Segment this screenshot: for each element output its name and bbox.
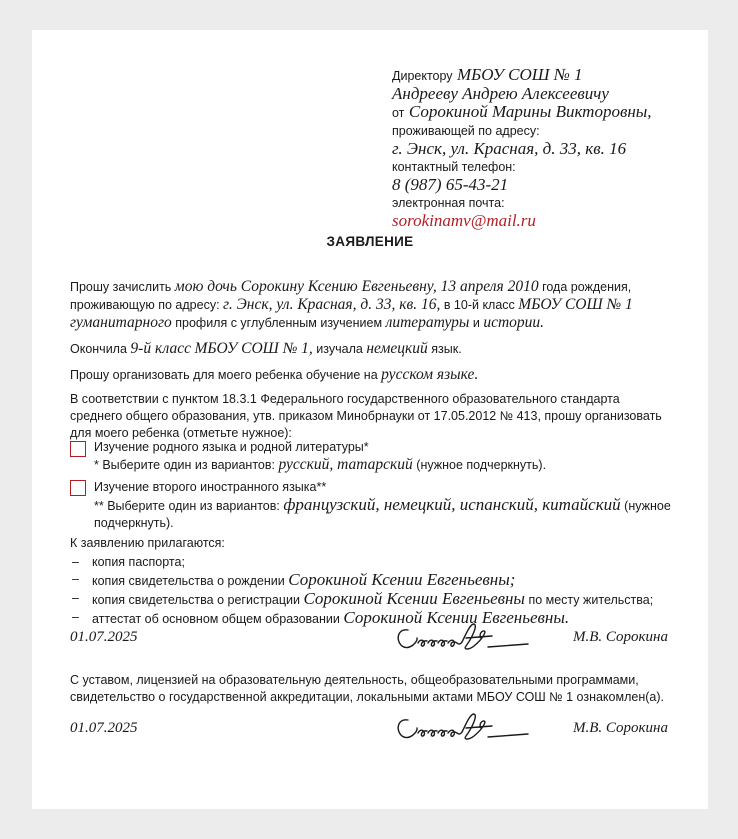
phone-value: 8 (987) 65-43-21 [392, 175, 509, 194]
applicant-address: г. Энск, ул. Красная, д. 33, кв. 16 [392, 139, 627, 158]
director-name: Андрееву Андрею Алексеевичу [392, 84, 609, 103]
phone-label: контактный телефон: [392, 160, 516, 174]
p1-text-2: года рождения, проживающую по адресу: [70, 280, 632, 312]
p1-subject-2: истории. [483, 314, 545, 331]
second-foreign-language-label: Изучение второго иностранного языка** [94, 480, 327, 494]
second-foreign-language-note [94, 496, 674, 532]
signatory-name-2: М.В. Сорокина [573, 720, 668, 736]
option1-note-suffix: (нужное подчеркнуть). [416, 458, 547, 472]
attachments-section [70, 535, 680, 628]
attachment-4-name: Сорокиной Ксении Евгеньевны. [343, 608, 570, 627]
application-page [32, 30, 708, 809]
attachment-2-name: Сорокиной Ксении Евгеньевны; [288, 570, 516, 589]
list-item [70, 609, 680, 628]
residing-label: проживающей по адресу: [392, 124, 540, 138]
from-label: от [392, 106, 405, 120]
attachment-2-text: копия свидетельства о рождении [92, 574, 285, 588]
standard-reference-paragraph: В соответствии с пунктом 18.3.1 Федерального государственного образовательного стандарта среднего общего образования, утв. приказом Минобрнауки от 17.05.2012 № 413, прошу организовать для моего ребенка (отметьте нужное): [70, 392, 662, 440]
language-of-instruction-paragraph [70, 366, 672, 384]
signature-1-icon [392, 616, 532, 656]
p1-text-5: и [472, 316, 480, 330]
previous-education-paragraph [70, 340, 672, 358]
native-language-note [94, 456, 674, 474]
native-language-option [94, 439, 674, 474]
p2-text-2: изучала [316, 342, 363, 356]
p1-school: МБОУ СОШ № 1 гуманитарного [70, 296, 633, 331]
list-item [70, 554, 680, 571]
signature-date-2: 01.07.2025 [70, 720, 138, 736]
enrollment-request-paragraph [70, 278, 672, 332]
p2-language: немецкий [366, 340, 428, 357]
p2-text-1: Окончила [70, 342, 127, 356]
p1-subject-1: литературы [385, 314, 470, 331]
applicant-name: Сорокиной Марины Викторовны, [408, 102, 652, 121]
attachment-3-text: копия свидетельства о регистрации [92, 593, 300, 607]
p1-address: г. Энск, ул. Красная, д. 33, кв. 16, [223, 296, 441, 313]
p1-text-3: в 10-й класс [443, 298, 515, 312]
document-title: ЗАЯВЛЕНИЕ [326, 234, 414, 249]
native-language-label: Изучение родного языка и родной литературы* [94, 440, 369, 454]
signature-date-1: 01.07.2025 [70, 629, 138, 645]
email-label: электронная почта: [392, 196, 505, 210]
p2-school: МБОУ СОШ № 1, [194, 340, 313, 357]
second-foreign-language-option [94, 479, 674, 532]
attachment-1: копия паспорта; [92, 555, 185, 569]
option2-note-text: ** Выберите один из вариантов: [94, 499, 280, 513]
school-name: МБОУ СОШ № 1 [457, 65, 583, 84]
option2-choices: французский, немецкий, испанский, китайский [283, 495, 621, 514]
p1-text-4: профиля с углубленным изучением [175, 316, 383, 330]
attachment-4-text: аттестат об основном общем образовании [92, 612, 340, 626]
signatory-name-1: М.В. Сорокина [573, 629, 668, 645]
p3-language: русском языке. [381, 366, 479, 383]
native-language-checkbox[interactable] [70, 441, 86, 457]
acknowledgement-paragraph: С уставом, лицензией на образовательную деятельность, общеобразовательными программами, свидетельство о государственной аккредитации, локальными актами МБОУ СОШ № 1 ознакомлен(а). [70, 673, 664, 704]
option1-choices: русский, татарский [278, 456, 413, 473]
attachments-list [70, 554, 680, 628]
attachment-3-suffix: по месту жительства; [528, 593, 654, 607]
list-item [70, 590, 680, 609]
addressee-block [392, 66, 702, 230]
attachment-3-name: Сорокиной Ксении Евгеньевны [303, 589, 525, 608]
p2-grade: 9-й класс [130, 340, 191, 357]
option1-note-text: * Выберите один из вариантов: [94, 458, 275, 472]
option2-note-suffix: (нужное подчеркнуть). [94, 499, 671, 530]
email-value[interactable]: sorokinamv@mail.ru [392, 211, 536, 230]
p1-student: мою дочь Сорокину Ксению Евгеньевну, 13 апреля 2010 [174, 278, 539, 295]
signature-2-icon [392, 706, 532, 746]
to-label: Директору [392, 69, 453, 83]
second-foreign-language-checkbox[interactable] [70, 480, 86, 496]
attachments-heading: К заявлению прилагаются: [70, 536, 225, 550]
list-item [70, 571, 680, 590]
p2-text-3: язык. [431, 342, 462, 356]
p1-text-1: Прошу зачислить [70, 280, 172, 294]
p3-text-1: Прошу организовать для моего ребенка обучение на [70, 368, 378, 382]
